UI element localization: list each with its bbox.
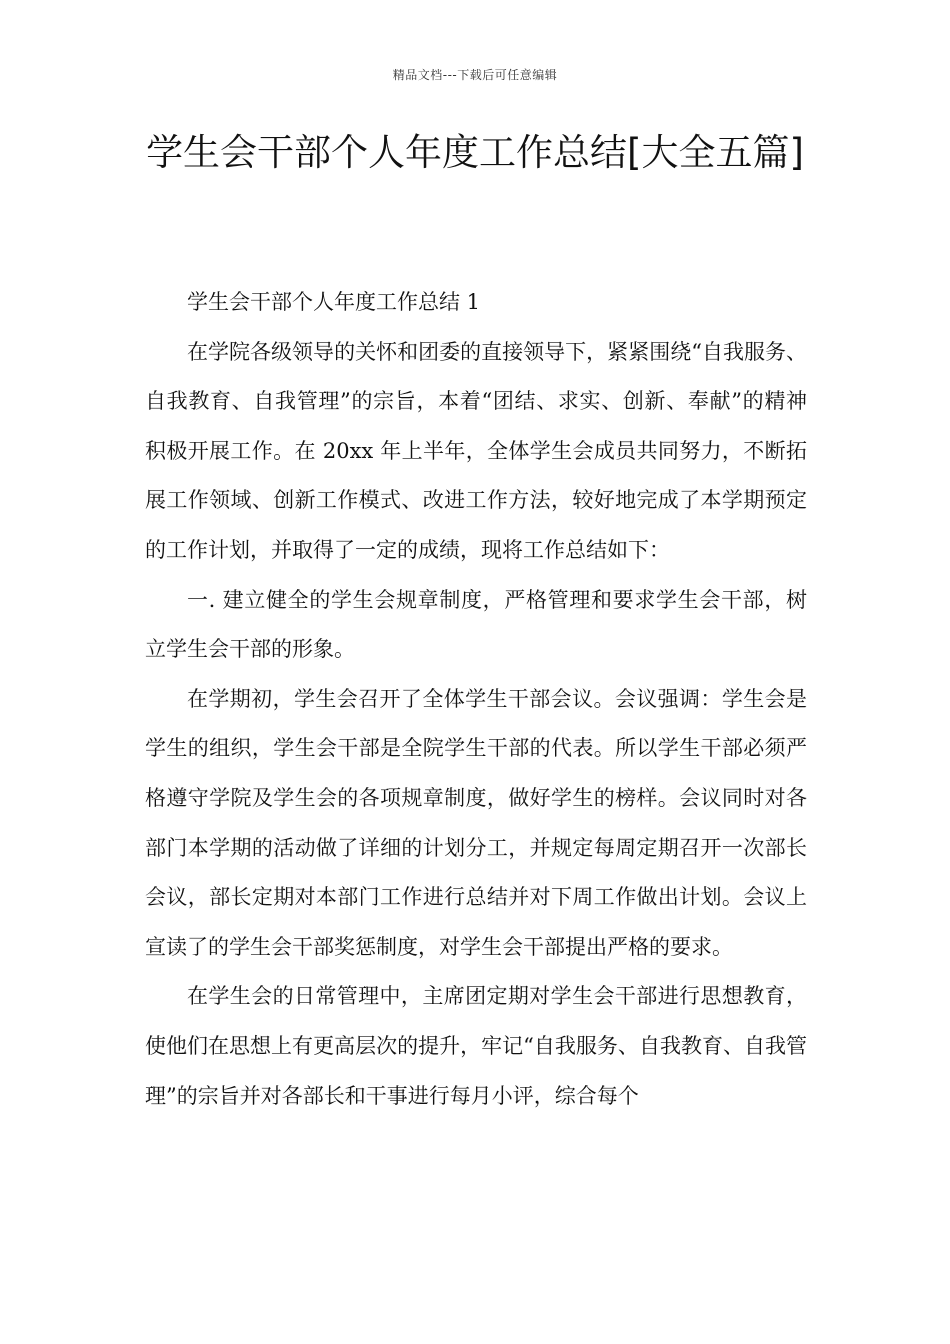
header-note: 精品文档---下载后可任意编辑	[392, 68, 558, 82]
paragraph: 一. 建立健全的学生会规章制度，严格管理和要求学生会干部，树立学生会干部的形象。	[145, 587, 807, 662]
paragraph: 在学期初，学生会召开了全体学生干部会议。会议强调：学生会是学生的组织，学生会干部是全院学生干部的代表。所以学生干部必须严格遵守学院及学生会的各项规章制度，做好学生的榜样。会议同时对各部门本学期的活动做了详细的计划分工，并规定每周定期召开一次部长会议，部长定期对本部门工作进行总结并对下周工作做出计划。会议上宣读了的学生会干部奖惩制度，对学生会干部提出严格的要求。	[145, 686, 807, 959]
document-body	[145, 278, 807, 1121]
section-heading: 学生会干部个人年度工作总结 1	[187, 290, 481, 314]
paragraph: 在学生会的日常管理中，主席团定期对学生会干部进行思想教育，使他们在思想上有更高层次的提升，牢记“自我服务、自我教育、自我管理”的宗旨并对各部长和干事进行每月小评，综合每个	[145, 984, 807, 1108]
document-title: 学生会干部个人年度工作总结[大全五篇]	[146, 131, 804, 174]
paragraph: 在学院各级领导的关怀和团委的直接领导下，紧紧围绕“自我服务、自我教育、自我管理”的宗旨，本着“团结、求实、创新、奉献”的精神积极开展工作。在 20xx 年上半年，全体学生会成员共同努力，不断拓展工作领域、创新工作模式、改进工作方法，较好地完成了本学期预定的工作计划，并取得了一定的成绩，现将工作总结如下：	[145, 339, 807, 562]
